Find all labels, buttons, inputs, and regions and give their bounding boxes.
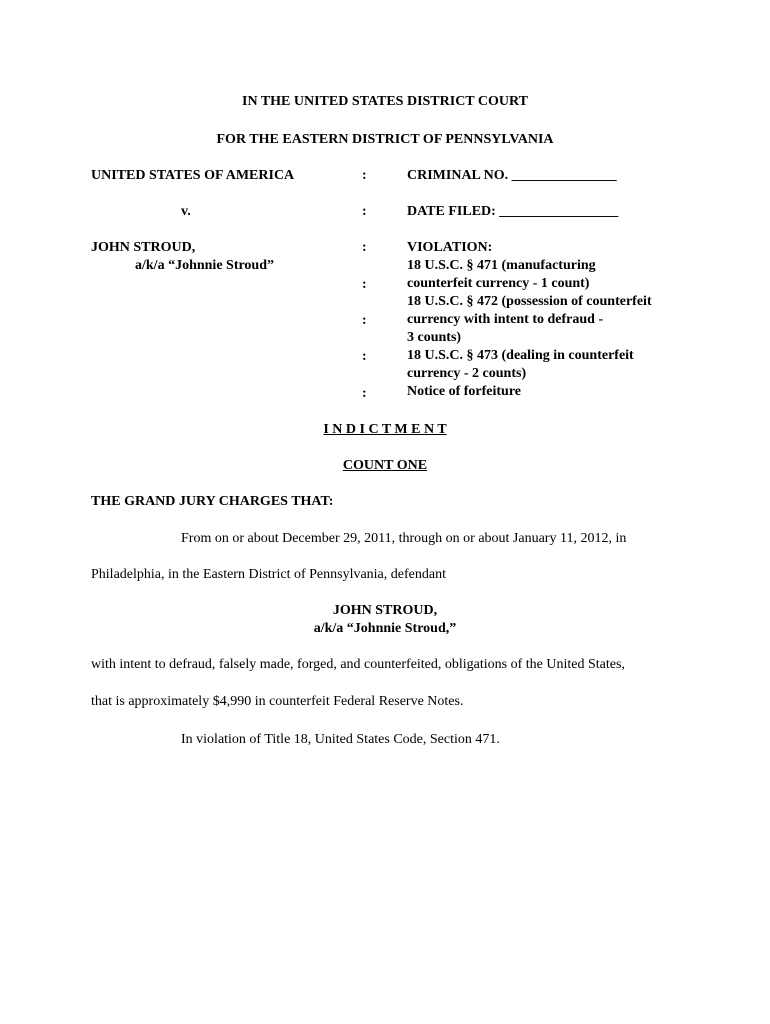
count-title: COUNT ONE bbox=[342, 458, 428, 473]
defendant-name-block: JOHN STROUD, bbox=[332, 603, 438, 618]
violation-block bbox=[407, 239, 652, 401]
statute-line: In violation of Title 18, United States Code, Section 471. bbox=[181, 732, 500, 747]
caption-colon: : bbox=[362, 277, 367, 292]
defendant-aka: a/k/a “Johnnie Stroud” bbox=[135, 258, 275, 273]
indictment-title: I N D I C T M E N T bbox=[323, 422, 447, 437]
plaintiff-name: UNITED STATES OF AMERICA bbox=[91, 168, 295, 183]
charges-intro: THE GRAND JURY CHARGES THAT: bbox=[91, 494, 334, 509]
court-name-line1: IN THE UNITED STATES DISTRICT COURT bbox=[242, 94, 528, 109]
paragraph-line: Philadelphia, in the Eastern District of Pennsylvania, defendant bbox=[91, 567, 446, 582]
caption-colon: : bbox=[362, 386, 367, 401]
paragraph-line: that is approximately $4,990 in counterfeit Federal Reserve Notes. bbox=[91, 694, 464, 709]
violation-line: 18 U.S.C. § 473 (dealing in counterfeit bbox=[407, 348, 634, 363]
violation-line: 3 counts) bbox=[407, 330, 462, 345]
violation-line: 18 U.S.C. § 471 (manufacturing bbox=[407, 258, 596, 273]
violation-line: VIOLATION: bbox=[407, 240, 493, 255]
violation-line: currency with intent to defraud - bbox=[407, 312, 604, 327]
date-filed: DATE FILED: _________________ bbox=[407, 204, 619, 219]
defendant-name: JOHN STROUD, bbox=[91, 240, 196, 255]
criminal-number: CRIMINAL NO. _______________ bbox=[407, 168, 617, 183]
violation-line: Notice of forfeiture bbox=[407, 384, 522, 399]
court-name-line2: FOR THE EASTERN DISTRICT OF PENNSYLVANIA bbox=[216, 132, 554, 147]
violation-line: currency - 2 counts) bbox=[407, 366, 527, 381]
versus-label: v. bbox=[181, 204, 191, 219]
caption-colon: : bbox=[362, 204, 367, 219]
paragraph-line: with intent to defraud, falsely made, forged, and counterfeited, obligations of the United States, bbox=[91, 657, 625, 672]
caption-colon: : bbox=[362, 168, 367, 183]
caption-colon: : bbox=[362, 240, 367, 255]
caption-colon: : bbox=[362, 313, 367, 328]
violation-line: counterfeit currency - 1 count) bbox=[407, 276, 590, 291]
paragraph-line: From on or about December 29, 2011, through on or about January 11, 2012, in bbox=[181, 531, 627, 546]
violation-line: 18 U.S.C. § 472 (possession of counterfeit bbox=[407, 294, 652, 309]
defendant-aka-block: a/k/a “Johnnie Stroud,” bbox=[313, 621, 457, 636]
caption-colon: : bbox=[362, 349, 367, 364]
